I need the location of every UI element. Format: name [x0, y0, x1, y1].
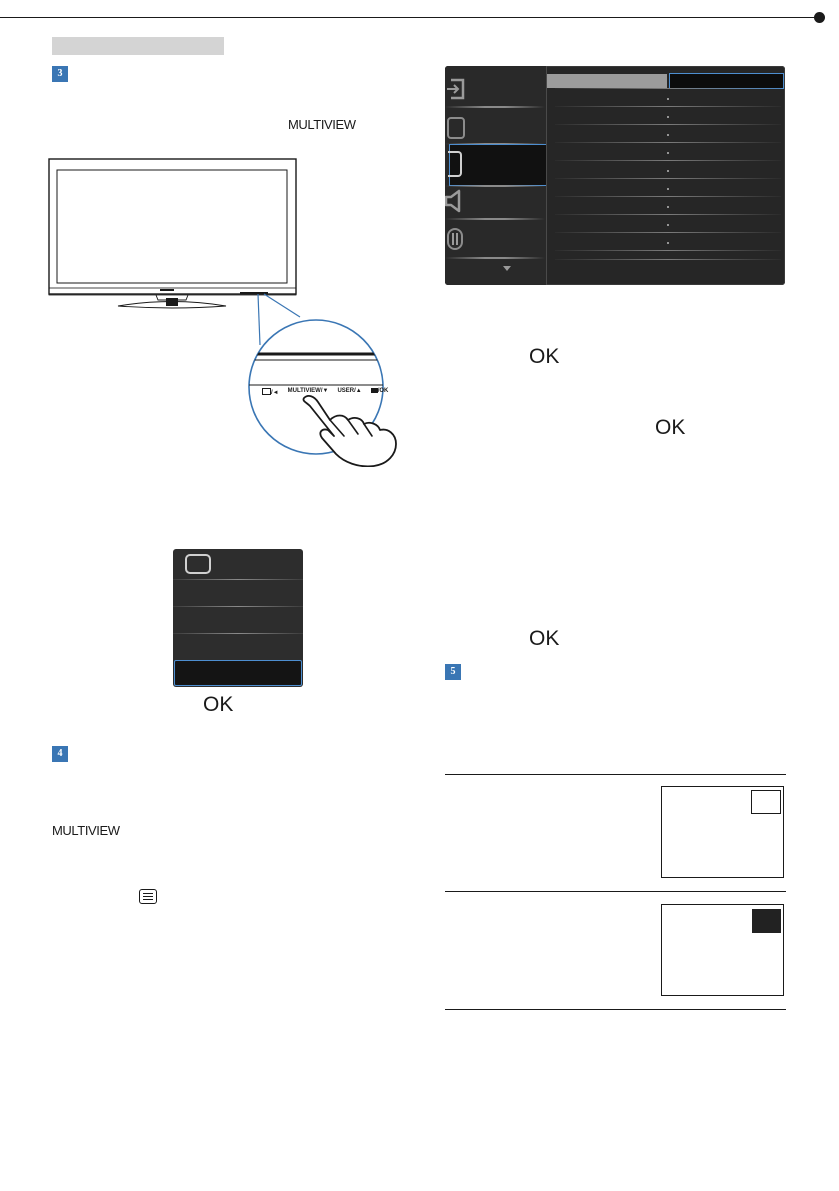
- osd-row-line: [555, 124, 781, 125]
- osd-option-dot: [667, 170, 669, 172]
- osd-category-separator: [445, 185, 545, 187]
- picture-icon: [447, 117, 465, 139]
- table-rule-top: [445, 774, 786, 775]
- osd-row-line: [555, 232, 781, 233]
- osd-option-dot: [667, 98, 669, 100]
- step-badge-4: 4: [52, 746, 68, 762]
- monitor-icon: [185, 554, 211, 574]
- osd-category-separator: [445, 106, 545, 108]
- ok-label: OK: [203, 693, 234, 716]
- osd-option-dot: [667, 116, 669, 118]
- osd-category-pip-selected[interactable]: [449, 144, 547, 186]
- pip-icon: [448, 151, 462, 177]
- osd-option-dot: [667, 224, 669, 226]
- osd-category-separator: [445, 257, 545, 259]
- osd-category-separator: [445, 218, 545, 220]
- input-key-icon: [262, 388, 271, 395]
- osd-submenu-separator: [173, 606, 303, 607]
- osd-row-line: [555, 106, 781, 107]
- osd-row-line: [555, 250, 781, 251]
- osd-option-dot: [667, 206, 669, 208]
- menu-icon: [139, 889, 157, 904]
- osd-option-dot: [667, 242, 669, 244]
- key-user-label: USER/▲: [337, 388, 362, 394]
- key-input-label: /◄: [262, 388, 279, 396]
- ok-label: OK: [655, 416, 686, 439]
- osd-row-line: [555, 178, 781, 179]
- osd-option-dot: [667, 188, 669, 190]
- key-ok-label: /OK: [371, 388, 389, 396]
- chevron-down-icon[interactable]: [503, 266, 511, 271]
- multiview-label: MULTIVIEW: [288, 117, 356, 132]
- step-badge-5: 5: [445, 664, 461, 680]
- audio-icon: [445, 189, 467, 213]
- pip-subwindow-off: [751, 790, 781, 814]
- osd-option-dot: [667, 152, 669, 154]
- table-rule-middle: [445, 891, 786, 892]
- osd-value-selected[interactable]: [669, 73, 784, 89]
- hand-pointer-icon: [300, 392, 420, 467]
- color-icon: [447, 228, 463, 250]
- osd-submenu-separator: [173, 579, 303, 580]
- osd-row-line: [555, 196, 781, 197]
- top-rule-dot: [814, 12, 825, 23]
- osd-option-highlight[interactable]: [547, 74, 667, 88]
- table-rule-bottom: [445, 1009, 786, 1010]
- ok-label: OK: [529, 627, 560, 650]
- multiview-label: MULTIVIEW: [52, 823, 120, 838]
- top-rule: [0, 17, 818, 18]
- osd-row-line: [555, 160, 781, 161]
- pip-subwindow-on: [752, 909, 781, 933]
- pip-on-diagram: [661, 904, 784, 996]
- input-icon: [445, 76, 467, 102]
- step-badge-3: 3: [52, 66, 68, 82]
- osd-submenu-panel: [173, 549, 303, 687]
- osd-row-line: [555, 88, 781, 89]
- osd-main-panel: [445, 66, 785, 285]
- pip-off-diagram: [661, 786, 784, 878]
- ok-label: OK: [529, 345, 560, 368]
- osd-option-dot: [667, 134, 669, 136]
- osd-row-line: [555, 259, 781, 260]
- osd-row-line: [555, 214, 781, 215]
- section-header-bar: [52, 37, 224, 55]
- osd-submenu-selected-item[interactable]: [174, 660, 302, 686]
- key-multiview-label: MULTIVIEW/▼: [287, 388, 329, 394]
- osd-row-line: [555, 142, 781, 143]
- osd-column-divider: [546, 66, 547, 285]
- osd-submenu-separator: [173, 633, 303, 634]
